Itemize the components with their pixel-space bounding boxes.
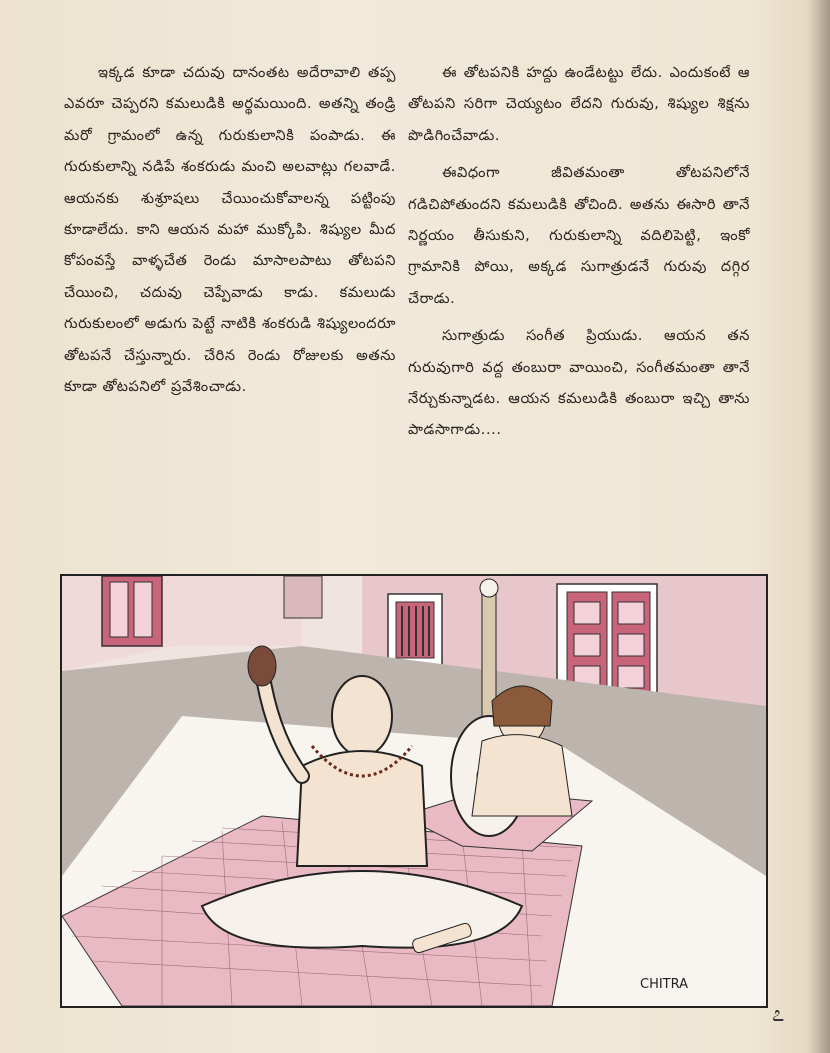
right-paragraph-1: ఈ తోటపనికి హద్దు ఉండేటట్టు లేదు. ఎందుకంటే ఆ తోటపని సరిగా చెయ్యటం లేదని గురువు, శిష్యుల శిక్షను పొడిగించేవాడు. <box>408 65 750 144</box>
right-paragraph-2: ఈవిధంగా జీవితమంతా తోటపనిలోనే గడిచిపోతుందని కమలుడికి తోచింది. అతను ఈసారి తానే నిర్ణయం తీసుకుని, గురుకులాన్ని వదిలిపెట్టి, ఇంకో గ్రామానికి పోయి, అక్కడ సుగాత్రుడనే గురువు దగ్గిర చేరాడు. <box>408 165 750 307</box>
illustration-drawing <box>62 576 766 1006</box>
right-text-column <box>408 58 750 447</box>
story-illustration <box>60 574 768 1008</box>
right-paragraph-3: సుగాత్రుడు సంగీత ప్రియుడు. ఆయన తన గురువుగారి వద్ద తంబురా వాయించి, సంగీతమంతా తానే నేర్చుకున్నాడట. ఆయన కమలుడికి తంబురా ఇచ్చి తాను పాడసాగాడు.... <box>408 328 750 439</box>
binding-edge <box>808 0 830 1053</box>
left-paragraph-1: ఇక్కడ కూడా చదువు దానంతట అదేరావాలి తప్ప ఎవరూ చెప్పరని కమలుడికి అర్థమయింది. అతన్ని తండ్రి మరో గ్రామంలో ఉన్న గురుకులానికి పంపాడు. ఈ గురుకులాన్ని నడిపే శంకరుడు మంచి అలవాట్లు గలవాడే. ఆయనకు శుశ్రూషలు చేయించుకోవాలన్న పట్టింపు కూడాలేదు. కాని ఆయన మహా ముక్కోపి. శిష్యుల మీద కోపంవస్తే వాళ్ళచేత రెండు మాసాలపాటు తోటపని చేయించి, చదువు చెప్పేవాడు కాడు. కమలుడు గురుకులంలో అడుగు పెట్టే నాటికి శంకరుడి శిష్యులందరూ తోటపనే చేస్తున్నారు. చేరిన రెండు రోజులకు అతను కూడా తోటపనిలో ప్రవేశించాడు. <box>64 65 396 396</box>
left-text-column <box>64 58 396 403</box>
page-number: ೭ <box>772 1002 785 1027</box>
artist-signature: CHITRA <box>640 977 689 992</box>
